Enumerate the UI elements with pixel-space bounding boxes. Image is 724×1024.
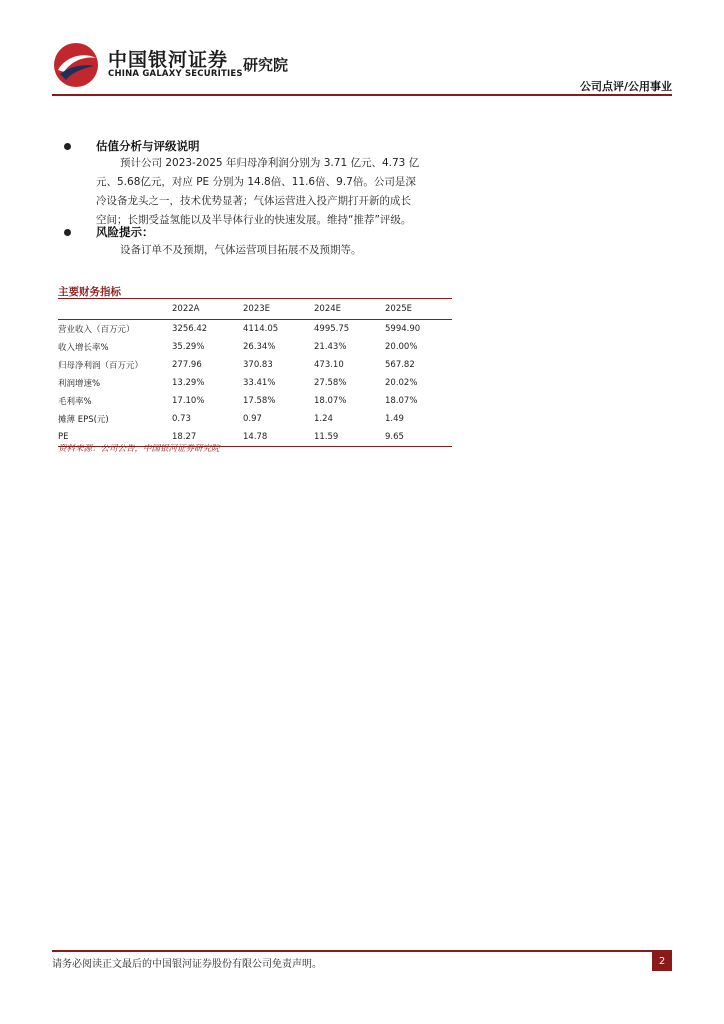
table-cell: 17.10% [172,396,205,406]
table-row [58,320,452,339]
footer-disclaimer: 请务必阅读正文最后的中国银河证券股份有限公司免责声明。 [52,959,322,970]
brand-name-cn: 中国银河证券 [108,49,229,71]
valuation-line: 元、5.68亿元，对应 PE 分别为 14.8倍、11.6倍、9.7倍。公司是深 [96,176,416,188]
table-cell: 5994.90 [385,324,421,334]
valuation-line: 预计公司 2023-2025 年归母净利润分别为 3.71 亿元、4.73 亿 [120,157,420,169]
bullet-icon [64,229,71,236]
row-label: 营业收入（百万元） [58,325,135,335]
row-label: 收入增长率% [58,343,109,353]
header-cell: 2023E [243,304,271,314]
company-logo [50,42,102,88]
row-label: PE [58,432,69,442]
table-cell: 3256.42 [172,324,208,334]
report-category: 公司点评/公用事业 [579,80,672,93]
table-row [58,392,452,410]
table-cell: 370.83 [243,360,273,370]
brand-institute: 研究院 [243,56,289,74]
table-row [58,410,452,428]
table-cell: 21.43% [314,342,347,352]
bullet-icon [64,143,71,150]
table-cell: 9.65 [385,432,404,442]
table-cell: 13.29% [172,378,205,388]
table-cell: 20.00% [385,342,418,352]
table-cell: 473.10 [314,360,344,370]
table-cell: 0.97 [243,414,262,424]
table-row [58,374,452,392]
table-cell: 14.78 [243,432,268,442]
table-cell: 26.34% [243,342,276,352]
valuation-line: 冷设备龙头之一，技术优势显著；气体运营进入投产期打开新的成长 [96,195,411,207]
table-cell: 567.82 [385,360,415,370]
table-cell: 1.24 [314,414,333,424]
brand-name-en: CHINA GALAXY SECURITIES [108,69,243,79]
header-cell: 2022A [172,304,200,314]
footer-divider [52,950,672,952]
financial-table [58,298,452,447]
table-cell: 33.41% [243,378,276,388]
table-cell: 18.07% [314,396,347,406]
table-cell: 4114.05 [243,324,279,334]
table-cell: 18.07% [385,396,418,406]
table-cell: 18.27 [172,432,197,442]
table-title: 主要财务指标 [58,286,121,298]
header-cell: 2025E [385,304,413,314]
table-cell: 277.96 [172,360,202,370]
table-row [58,356,452,374]
table-cell: 0.73 [172,414,191,424]
table-cell: 27.58% [314,378,347,388]
header-cell: 2024E [314,304,342,314]
header-cell [58,299,172,320]
table-header-row [58,299,452,320]
table-cell: 20.02% [385,378,418,388]
table-cell: 35.29% [172,342,205,352]
row-label: 毛利率% [58,397,92,407]
section-title-valuation: 估值分析与评级说明 [96,139,200,153]
header-divider [52,94,672,96]
row-label: 摊薄 EPS(元) [58,415,109,425]
row-label: 利润增速% [58,379,101,389]
table-cell: 11.59 [314,432,339,442]
section-title-risk: 风险提示： [96,225,154,239]
table-cell: 1.49 [385,414,404,424]
risk-line: 设备订单不及预期，气体运营项目拓展不及预期等。 [120,244,362,256]
row-label: 归母净利润（百万元） [58,361,144,371]
table-cell: 17.58% [243,396,276,406]
table-cell: 4995.75 [314,324,350,334]
valuation-line: 空间；长期受益氢能以及半导体行业的快速发展。维持“推荐”评级。 [96,214,412,226]
table-source-note: 资料来源：公司公告，中国银河证券研究院 [58,444,220,454]
page-number: 2 [652,952,672,971]
table-row [58,338,452,356]
